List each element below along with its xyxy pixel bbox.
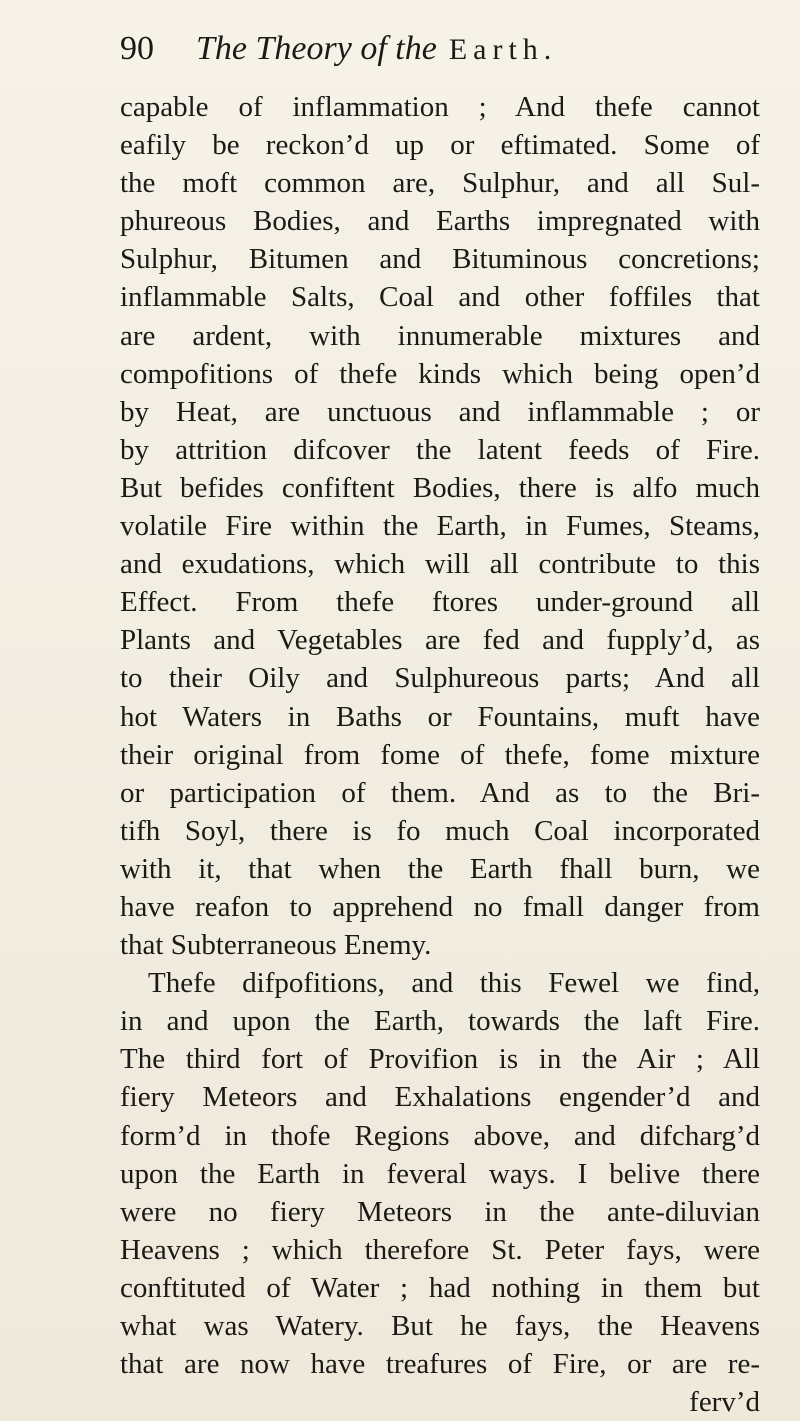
text-line: have reafon to apprehend no fmall danger from xyxy=(120,890,760,923)
text-line: upon the Earth in feveral ways. I belive there xyxy=(120,1157,760,1190)
text-line: capable of inflammation ; And thefe cannot xyxy=(120,91,760,123)
text-line: to their Oily and Sulphureous parts; And all xyxy=(120,662,760,695)
running-header xyxy=(120,30,760,80)
text-line: Effect. From thefe ftores under-ground all xyxy=(120,586,760,619)
text-line: the moft common are, Sulphur, and all Sul- xyxy=(120,167,760,200)
running-title-caps: Earth. xyxy=(448,33,558,66)
text-line: are ardent, with innumerable mixtures and xyxy=(120,319,760,352)
running-title xyxy=(196,30,557,68)
text-line: that are now have treafures of Fire, or are re- xyxy=(120,1348,760,1381)
body-text xyxy=(120,88,760,1421)
text-line: were no fiery Meteors in the ante-diluvian xyxy=(120,1195,760,1228)
text-line: with it, that when the Earth fhall burn, we xyxy=(120,852,760,885)
text-line: in and upon the Earth, towards the laft Fire. xyxy=(120,1005,760,1038)
text-line: fiery Meteors and Exhalations engender’d and xyxy=(120,1081,760,1114)
text-line: hot Waters in Baths or Fountains, muft have xyxy=(120,700,760,733)
page-number: 90 xyxy=(120,30,154,67)
text-line: Plants and Vegetables are fed and fupply’d, as xyxy=(120,624,760,657)
text-line: inflammable Salts, Coal and other foffiles that xyxy=(120,281,760,314)
text-line: volatile Fire within the Earth, in Fumes, Steams, xyxy=(120,510,760,543)
text-line: their original from fome of thefe, fome mixture xyxy=(120,738,760,771)
text-line: Heavens ; which therefore St. Peter fays, were xyxy=(120,1233,760,1266)
text-line: Thefe difpofitions, and this Fewel we find, xyxy=(148,967,760,1000)
text-line: But befides confiftent Bodies, there is alfo much xyxy=(120,471,760,504)
running-title-italic: The Theory of the xyxy=(196,30,437,67)
text-line: conftituted of Water ; had nothing in them but xyxy=(120,1271,760,1304)
text-line: The third fort of Provifion is in the Air ; All xyxy=(120,1043,760,1076)
text-line: what was Watery. But he fays, the Heavens xyxy=(120,1310,760,1342)
text-line: or participation of them. And as to the Bri- xyxy=(120,776,760,809)
text-line: compofitions of thefe kinds which being open’d xyxy=(120,357,760,390)
text-line: eafily be reckon’d up or eftimated. Some of xyxy=(120,129,760,162)
text-line: that Subterraneous Enemy. xyxy=(120,929,432,962)
text-line: by attrition difcover the latent feeds of Fire. xyxy=(120,433,760,466)
text-line: and exudations, which will all contribute to this xyxy=(120,548,760,581)
text-line: form’d in thofe Regions above, and difcharg’d xyxy=(120,1119,760,1152)
text-line: ferv’d xyxy=(689,1386,760,1419)
text-line: tifh Soyl, there is fo much Coal incorporated xyxy=(120,814,760,847)
text-line: phureous Bodies, and Earths impregnated with xyxy=(120,205,760,238)
text-line: Sulphur, Bitumen and Bituminous concretions; xyxy=(120,243,760,276)
text-line: by Heat, are unctuous and inflammable ; or xyxy=(120,395,760,428)
